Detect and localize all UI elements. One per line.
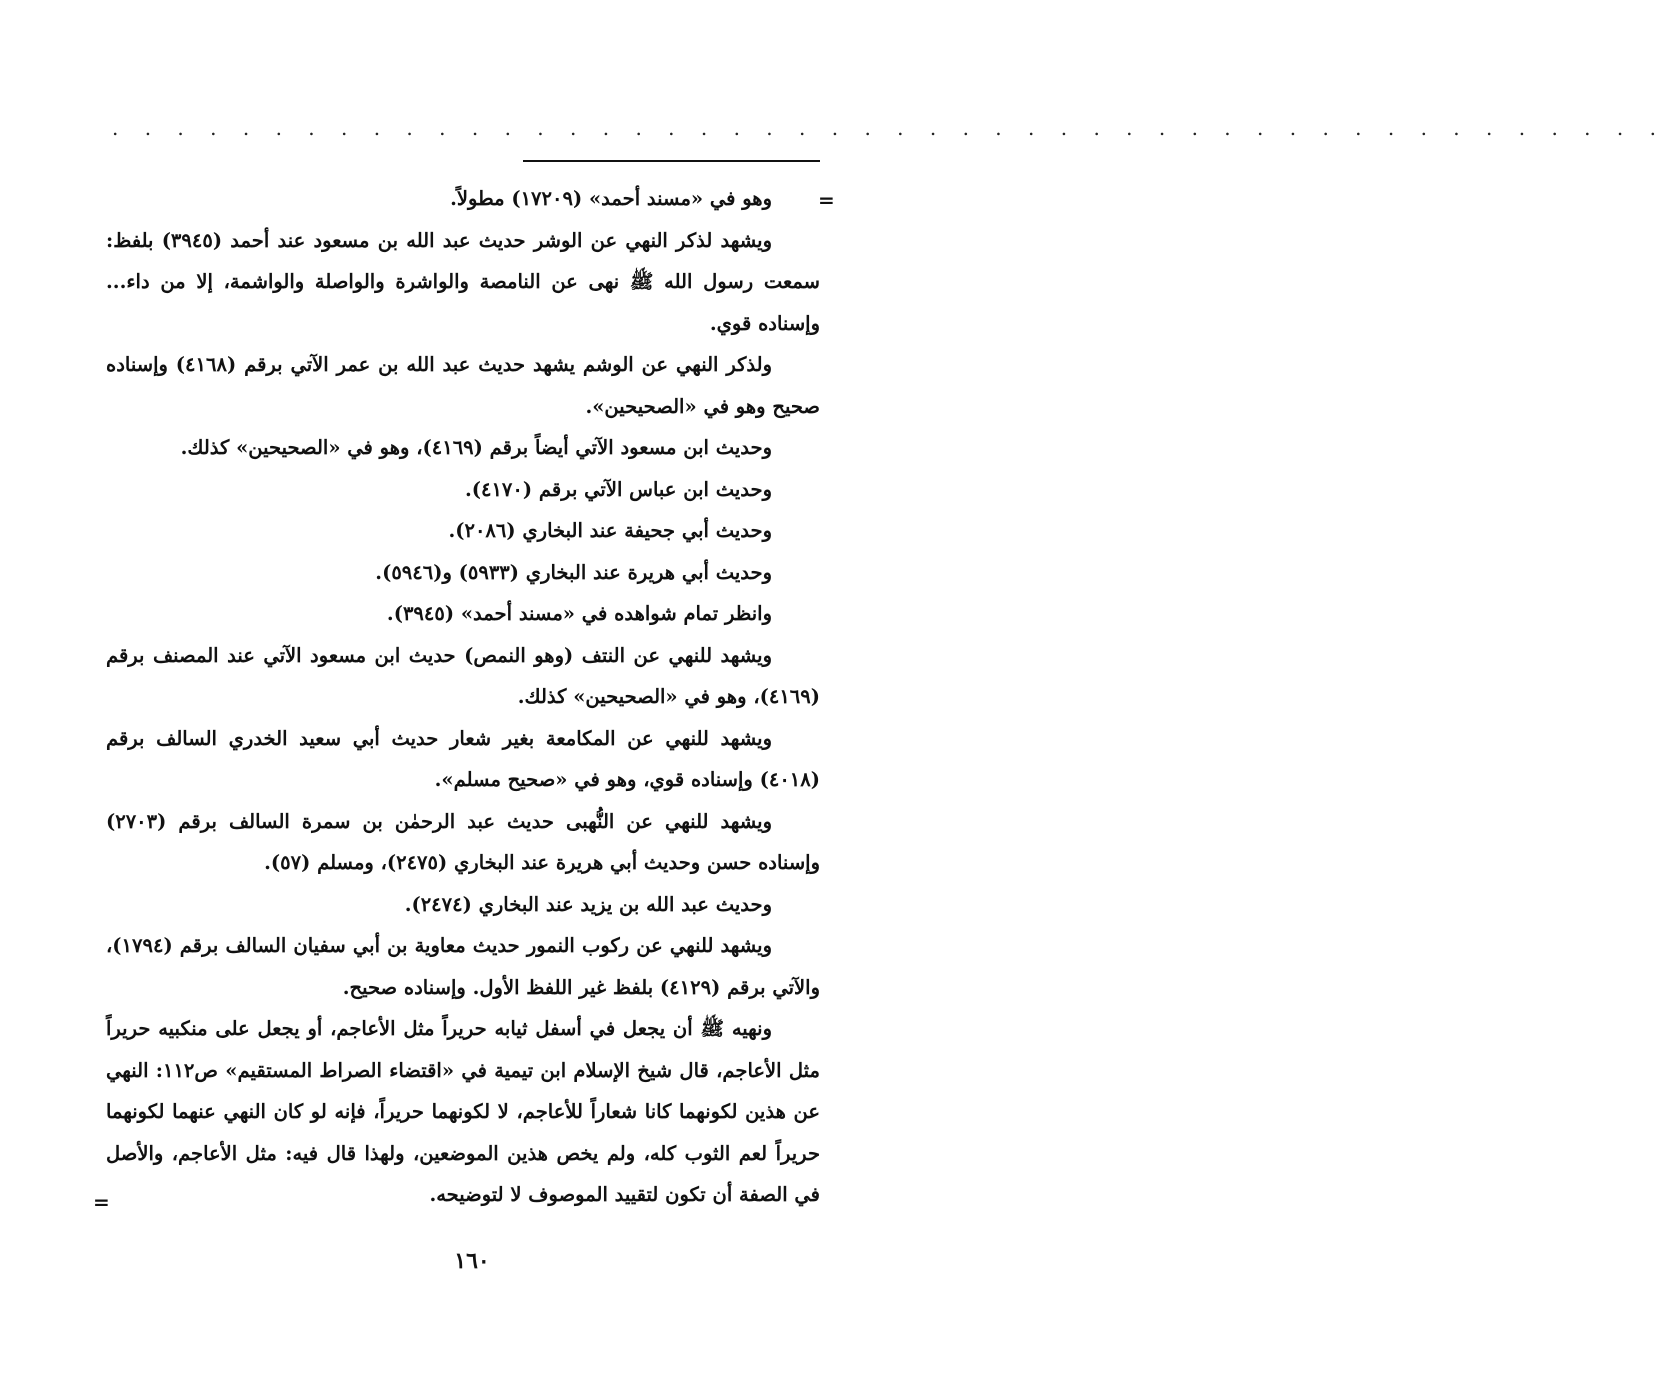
footnote-paragraph: وحديث أبي هريرة عند البخاري (٥٩٣٣) و(٥٩٤٦). <box>375 560 772 584</box>
page-number: ١٦٠ <box>454 1248 490 1274</box>
footnote-paragraph: ويشهد للنهي عن النُّهبى حديث عبد الرحمٰن بن سمرة السالف برقم (٢٧٠٣) وإسناده حسن وحديث أبي هريرة عند البخاري (٢٤٧٥)، ومسلم (٥٧). <box>106 809 820 874</box>
footnote-paragraph: وحديث عبد الله بن يزيد عند البخاري (٢٤٧٤). <box>404 892 772 916</box>
footnotes-block <box>106 178 820 1216</box>
footnote-paragraph: ويشهد للنهي عن ركوب النمور حديث معاوية بن أبي سفيان السالف برقم (١٧٩٤)، والآتي برقم (٤١٢٩) بلفظ غير اللفظ الأول. وإسناده صحيح. <box>106 934 820 999</box>
footnote-paragraph: ويشهد للنهي عن النتف (وهو النمص) حديث ابن مسعود الآتي عند المصنف برقم (٤١٦٩)، وهو في «الصحيحين» كذلك. <box>106 643 820 708</box>
footnote-paragraph: ولذكر النهي عن الوشم يشهد حديث عبد الله بن عمر الآتي برقم (٤١٦٨) وإسناده صحيح وهو في «الصحيحين». <box>106 353 820 418</box>
continuation-mark-bottom: = <box>93 1190 110 1214</box>
footnote-rule <box>523 160 820 162</box>
footnote-paragraph: ونهيه ﷺ أن يجعل في أسفل ثيابه حريراً مثل الأعاجم، أو يجعل على منكبيه حريراً مثل الأعاجم، قال شيخ الإسلام ابن تيمية في «اقتضاء الصراط المستقيم» ص١١٢: النهي عن هذين لكونهما كانا شعاراً للأعاجم، لا لكونهما حريراً، فإنه لو كان النهي عنهما لكونهما حريراً لعم الثوب كله، ولم يخص هذين الموضعين، ولهذا قال فيه: مثل الأعاجم، والأصل في الصفة أن تكون لتقييد الموصوف لا لتوضيحه. <box>106 1017 820 1206</box>
footnote-paragraph: وانظر تمام شواهده في «مسند أحمد» (٣٩٤٥). <box>386 602 772 625</box>
footnote-paragraph: ويشهد لذكر النهي عن الوشر حديث عبد الله بن مسعود عند أحمد (٣٩٤٥) بلفظ: سمعت رسول الله ﷺ نهى عن النامصة والواشرة والواصلة والواشمة، إلا من داء... وإسناده قوي. <box>106 228 820 335</box>
footnote-paragraph: وحديث ابن مسعود الآتي أيضاً برقم (٤١٦٩)، وهو في «الصحيحين» كذلك. <box>180 436 772 459</box>
dotted-separator: . . . . . . . . . . . . . . . . . . . . . . . . . . . . . . . . . . . . . . . . . . . . . . . . <box>112 116 1666 140</box>
footnote-paragraph: ويشهد للنهي عن المكامعة بغير شعار حديث أبي سعيد الخدري السالف برقم (٤٠١٨) وإسناده قوي، وهو في «صحيح مسلم». <box>106 726 820 791</box>
footnote-paragraph: وهو في «مسند أحمد» (١٧٢٠٩) مطولاً. <box>450 187 772 210</box>
continuation-mark-top: = <box>818 188 835 212</box>
footnote-paragraph: وحديث ابن عباس الآتي برقم (٤١٧٠). <box>464 477 772 501</box>
footnote-paragraph: وحديث أبي جحيفة عند البخاري (٢٠٨٦). <box>448 519 772 542</box>
